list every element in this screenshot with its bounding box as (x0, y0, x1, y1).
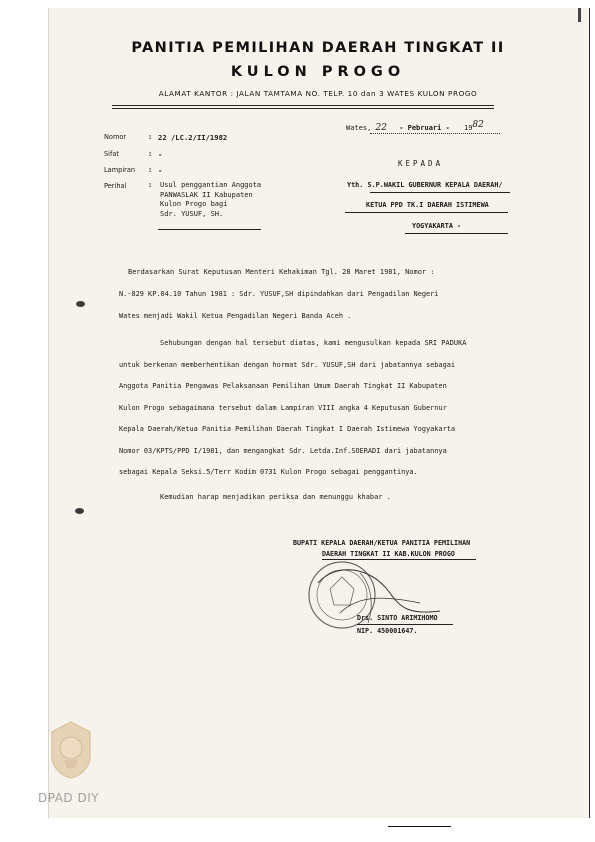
date-dotted-line (370, 133, 500, 134)
date-year-prefix: 19 (463, 124, 473, 132)
letterhead-title: PANITIA PEMILIHAN DAERAH TINGKAT II (131, 40, 505, 56)
signature-title-2: DAERAH TINGKAT II KAB.KULON PROGO (322, 550, 455, 558)
letterhead-address: ALAMAT KANTOR : JALAN TAMTAMA NO. TELP. 10 dan 3 WATES KULON PROGO (158, 89, 478, 98)
recipient-underline-2 (345, 212, 508, 213)
body-line: Anggota Panitia Pengawas Pelaksanaan Pemilihan Umum Daerah Tingkat II Kabupaten (119, 382, 447, 390)
sifat-label: Sifat (104, 150, 119, 158)
body-line: Sehubungan dengan hal tersebut diatas, kami mengusulkan kepada SRI PADUKA (160, 339, 467, 347)
recipient-underline-1 (370, 192, 510, 193)
lampiran-value: - (158, 166, 163, 175)
signatory-nip: NIP. 450001647. (357, 627, 418, 635)
body-line: Kulon Progo sebagaimana tersebut dalam Lampiran VIII angka 4 Keputusan Gubernur (119, 404, 447, 412)
recipient-line-1: Yth. S.P.WAKIL GUBERNUR KEPALA DAERAH/ (347, 181, 503, 189)
kepada-heading: KEPADA (398, 159, 444, 168)
sifat-value: - (158, 150, 163, 159)
perihal-colon: : (148, 181, 153, 189)
body-line: Kepala Daerah/Ketua Panitia Pemilihan Daerah Tingkat I Daerah Istimewa Yogyakarta (119, 425, 456, 433)
perihal-line: PANWASLAK II Kabupaten (160, 190, 253, 199)
letter-paper (48, 8, 590, 818)
body-line: untuk berkenan memberhentikan dengan hormat Sdr. YUSUF,SH dari jabatannya sebagai (119, 361, 456, 369)
nomor-label: Nomor (104, 133, 127, 141)
lampiran-colon: : (148, 166, 153, 174)
letterhead-subtitle: KULON PROGO (230, 64, 406, 80)
perihal-label: Perihal (104, 182, 127, 190)
body-line: Nomor 03/KPTS/PPD I/1981, dan mengangkat Sdr. Letda.Inf.SOERADI dari jabatannya (119, 447, 447, 455)
punch-hole (75, 508, 84, 514)
body-line: sebagai Kepala Seksi.5/Terr Kodim 0731 Kulon Progo sebagai penggantinya. (119, 468, 418, 476)
perihal-underline (158, 229, 261, 230)
recipient-line-2: KETUA PPD TK.I DAERAH ISTIMEWA (366, 201, 489, 209)
date-day: 22 (375, 123, 387, 133)
footer-rule (388, 826, 451, 827)
watermark-text: DPAD DIY (38, 791, 100, 805)
body-line: Wates menjadi Wakil Ketua Pengadilan Negeri Banda Aceh . (119, 312, 352, 320)
letterhead-rule-thin (112, 108, 494, 109)
sifat-colon: : (148, 150, 153, 158)
signature-title-1: BUPATI KEPALA DAERAH/KETUA PANITIA PEMILIHAN (293, 539, 471, 547)
place-date (346, 120, 484, 133)
recipient-underline-3 (405, 233, 508, 234)
lampiran-label: Lampiran (104, 166, 136, 174)
letterhead-rule (112, 105, 494, 106)
body-line: Berdasarkan Surat Keputusan Menteri Kehakiman Tgl. 28 Maret 1981, Nomor : (128, 268, 435, 276)
nomor-value: 22 /LC.2/II/1982 (158, 133, 228, 142)
date-month: - Pebruari - (399, 124, 450, 132)
body-line: N.-829 KP.04.10 Tahun 1981 : Sdr. YUSUF,SH dipindahkan dari Pengadilan Negeri (119, 290, 439, 298)
scan-edge-mark (578, 8, 581, 22)
perihal-line: Kulon Progo bagi (160, 200, 228, 209)
place-label: Wates, (346, 124, 372, 132)
signatory-name: Drs. SINTO ARIMIHOMO (357, 614, 438, 622)
date-year: 82 (472, 120, 484, 130)
dpad-emblem-icon (48, 720, 94, 780)
nomor-colon: : (148, 133, 153, 141)
perihal-line: Sdr. YUSUF, SH. (160, 209, 224, 218)
perihal-line: Usul penggantian Anggota (160, 181, 262, 189)
punch-hole (76, 301, 85, 307)
recipient-line-3: YOGYAKARTA - (412, 222, 462, 230)
closing-line: Kemudian harap menjadikan periksa dan menunggu khabar . (160, 493, 391, 501)
signatory-name-underline (357, 624, 453, 625)
perihal-subject (160, 181, 290, 219)
